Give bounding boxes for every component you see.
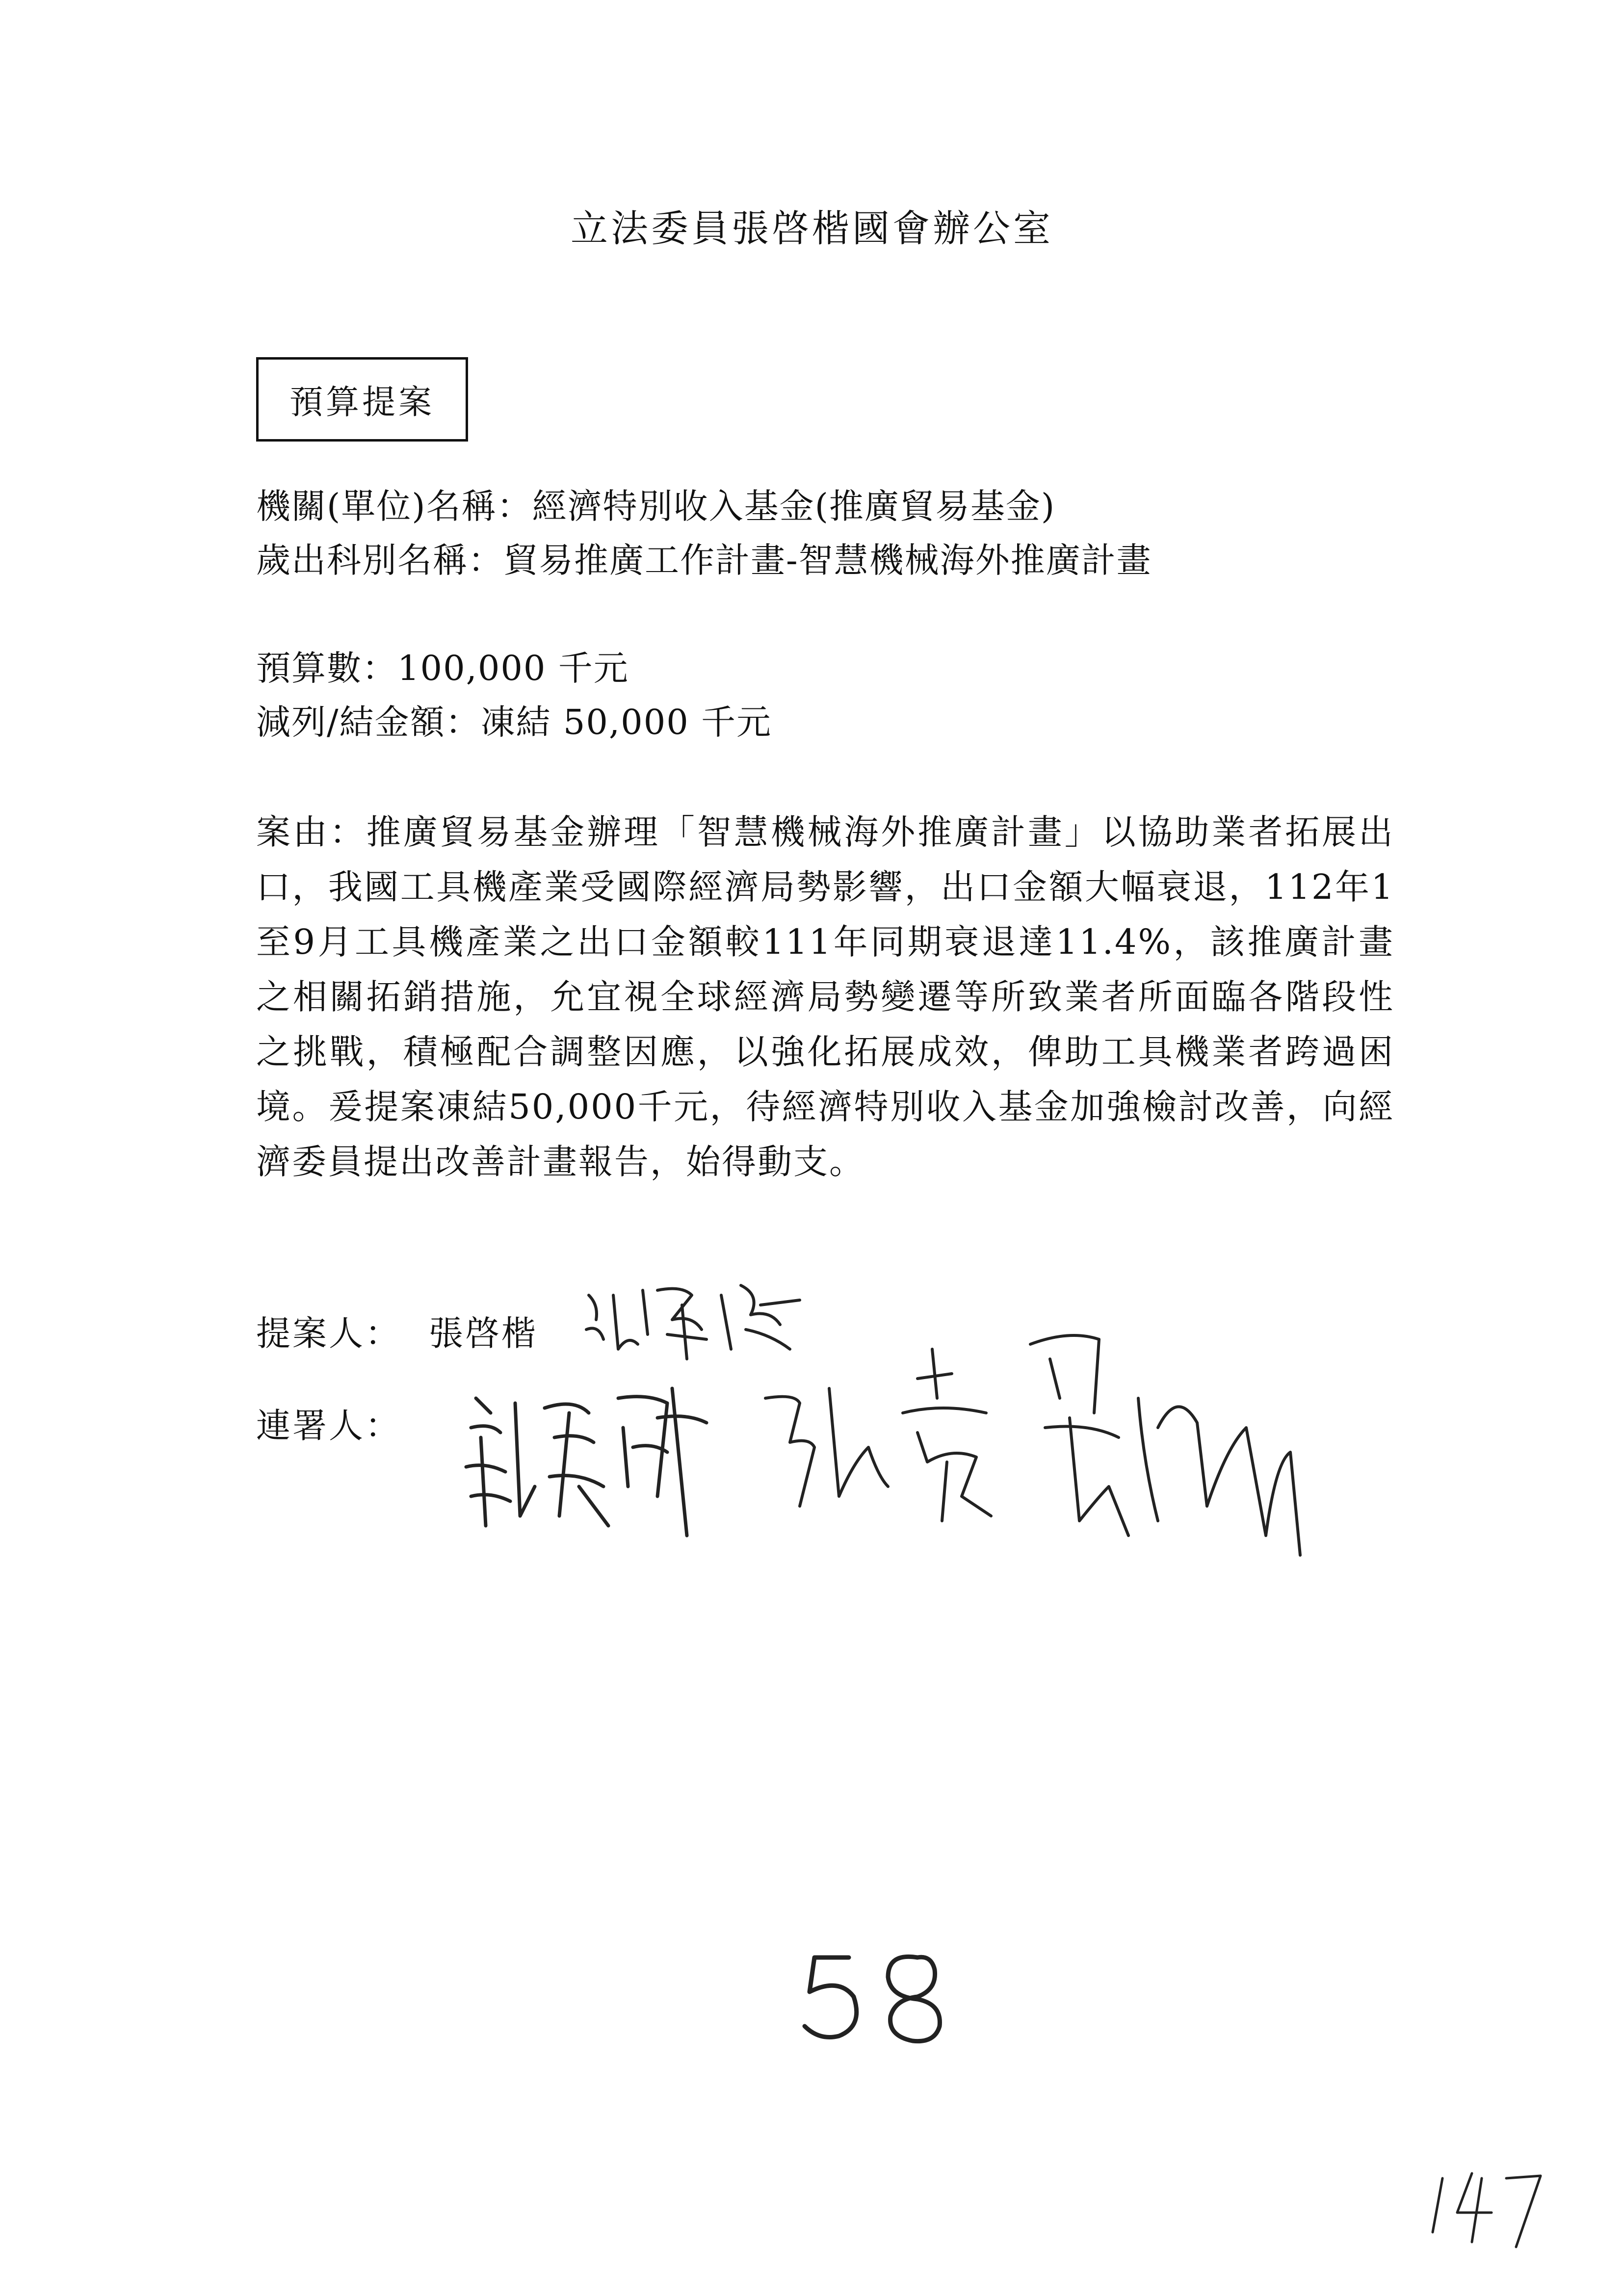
archive-number-digits [1423, 2159, 1550, 2257]
expenditure-item-value: 貿易推廣工作計畫-智慧機械海外推廣計畫 [503, 540, 1152, 580]
page-number-digits [795, 1943, 952, 2051]
handwritten-signature-2 [461, 1369, 716, 1545]
reason-paragraph [256, 805, 1394, 1189]
page-number [795, 1943, 952, 2051]
document-type: 預算提案 [289, 383, 435, 422]
budget-amount-value: 100,000 千元 [397, 648, 629, 688]
signature-3-scribble [756, 1300, 1344, 1575]
budget-amount-line [256, 648, 629, 689]
reason-text: 推廣貿易基金辦理「智慧機械海外推廣計畫」以協助業者拓展出口，我國工具機產業受國際經濟局勢影響，出口金額大幅衰退，112年1至9月工具機產業之出口金額較111年同期衰退達11.4%，該推廣計畫之相關拓銷措施，允宜視全球經濟局勢變遷等所致業者所面臨各階段性之挑戰，積極配合調整因應，以強化拓展成效，俾助工具機業者跨過困境。爰提案凍結50,000千元，待經濟特別收入基金加強檢討改善，向經濟委員提出改善計畫報告，始得動支。 [256, 812, 1395, 1182]
budget-amount-label: 預算數： [256, 648, 397, 688]
expenditure-item-label: 歲出科別名稱： [256, 540, 503, 580]
expenditure-item-line [256, 540, 1152, 581]
agency-line [256, 486, 1055, 527]
agency-value: 經濟特別收入基金(推廣貿易基金) [532, 486, 1056, 526]
proposer-name: 張啓楷 [429, 1313, 538, 1354]
proposer-label: 提案人： [256, 1313, 401, 1354]
handwritten-signature-3 [756, 1300, 1344, 1575]
cosigner-label: 連署人： [256, 1406, 401, 1446]
office-title: 立法委員張啓楷國會辦公室 [571, 207, 1053, 250]
document-type-box [256, 357, 468, 442]
signature-2-scribble [461, 1369, 716, 1545]
reduction-value: 凍結 50,000 千元 [480, 702, 772, 742]
reduction-line [256, 702, 772, 743]
archive-number [1423, 2159, 1550, 2257]
reduction-label: 減列/結金額： [256, 702, 481, 742]
reason-label: 案由： [256, 812, 367, 852]
agency-label: 機關(單位)名稱： [256, 486, 532, 526]
